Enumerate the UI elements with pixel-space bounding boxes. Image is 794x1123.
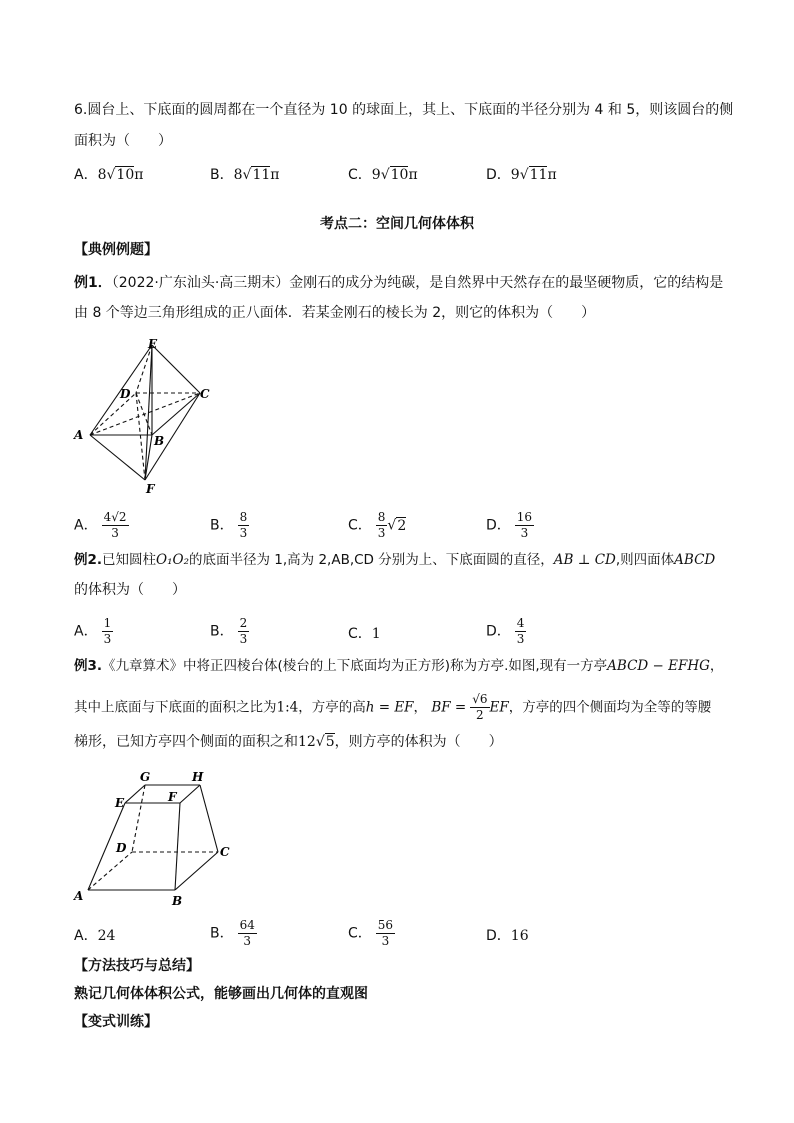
ex1-option-c: C． $\frac{8}{3}$ √2 — [348, 510, 407, 540]
variant-training-header: 【变式训练】 — [74, 1014, 158, 1030]
label-F2: F — [168, 790, 177, 804]
q6-option-b: B．8√11π — [210, 167, 280, 183]
q6-option-d: D．9√11π — [486, 167, 557, 183]
ex1-option-d: D． $\frac{16}{3}$ — [486, 510, 533, 540]
label-C: C — [200, 387, 210, 401]
label-H: H — [192, 770, 204, 784]
ex3-option-b: B． $\frac{64}{3}$ — [210, 918, 255, 948]
ex3-line1: 例3.《九章算术》中将正四棱台体(棱台的上下底面均为正方形)称为方亭.如图,现有一方亭ABCD − EFHG， — [74, 658, 724, 674]
ex3-line2: 其中上底面与下底面的面积之比为1:4，方亭的高h = EF， BF = $\frac{√6}{2}$ EF，方亭的四个侧面均为全等的等腰 — [74, 692, 712, 722]
ex3-line3: 梯形，已知方亭四个侧面的面积之和12√5，则方亭的体积为（ ） — [74, 734, 503, 750]
label-D2: D — [116, 841, 127, 855]
section-title: 考点二：空间几何体体积 — [320, 216, 474, 232]
ex2-option-a: A． $\frac{1}{3}$ — [74, 616, 112, 646]
label-F: F — [146, 482, 155, 496]
q6-line2: 面积为（ ） — [74, 133, 172, 149]
method-text: 熟记几何体体积公式，能够画出几何体的直观图 — [74, 986, 368, 1002]
ex1-line1: 例1．（2022·广东汕头·高三期末）金刚石的成分为纯碳，是自然界中天然存在的最坚硬物质，它的结构是 — [74, 275, 724, 291]
label-E2: E — [115, 796, 125, 810]
q6-line1: 6.圆台上、下底面的圆周都在一个直径为 10 的球面上，其上、下底面的半径分别为 4 和 5，则该圆台的侧 — [74, 102, 734, 118]
label-B2: B — [172, 894, 183, 908]
ex1-line2: 由 8 个等边三角形组成的正八面体．若某金刚石的棱长为 2，则它的体积为（ ） — [74, 305, 596, 321]
label-D: D — [120, 387, 131, 401]
typical-examples-header: 【典例例题】 — [74, 242, 158, 258]
label-E: E — [148, 337, 158, 351]
label-G: G — [140, 770, 151, 784]
ex2-line1: 例2.已知圆柱O₁O₂的底面半径为 1,高为 2,AB,CD 分别为上、下底面圆的直径，AB ⊥ CD,则四面体ABCD — [74, 552, 716, 568]
q6-option-a: A．8√10π — [74, 167, 144, 183]
label-A2: A — [74, 889, 84, 903]
ex3-option-a: A．24 — [74, 928, 116, 944]
method-header: 【方法技巧与总结】 — [74, 958, 200, 974]
label-C2: C — [220, 845, 230, 859]
octahedron-figure — [70, 335, 240, 500]
label-B: B — [154, 434, 165, 448]
frustum-figure — [70, 765, 250, 910]
ex3-option-d: D．16 — [486, 928, 529, 944]
ex2-option-d: D． $\frac{4}{3}$ — [486, 616, 525, 646]
ex1-option-b: B． $\frac{8}{3}$ — [210, 510, 248, 540]
q6-option-c: C．9√10π — [348, 167, 418, 183]
ex3-option-c: C． $\frac{56}{3}$ — [348, 918, 394, 948]
ex2-line2: 的体积为（ ） — [74, 582, 186, 598]
ex2-option-c: C．1 — [348, 626, 381, 642]
ex2-option-b: B． $\frac{2}{3}$ — [210, 616, 248, 646]
ex1-option-a: A． $\frac{4√2}{3}$ — [74, 510, 127, 540]
label-A: A — [74, 428, 84, 442]
